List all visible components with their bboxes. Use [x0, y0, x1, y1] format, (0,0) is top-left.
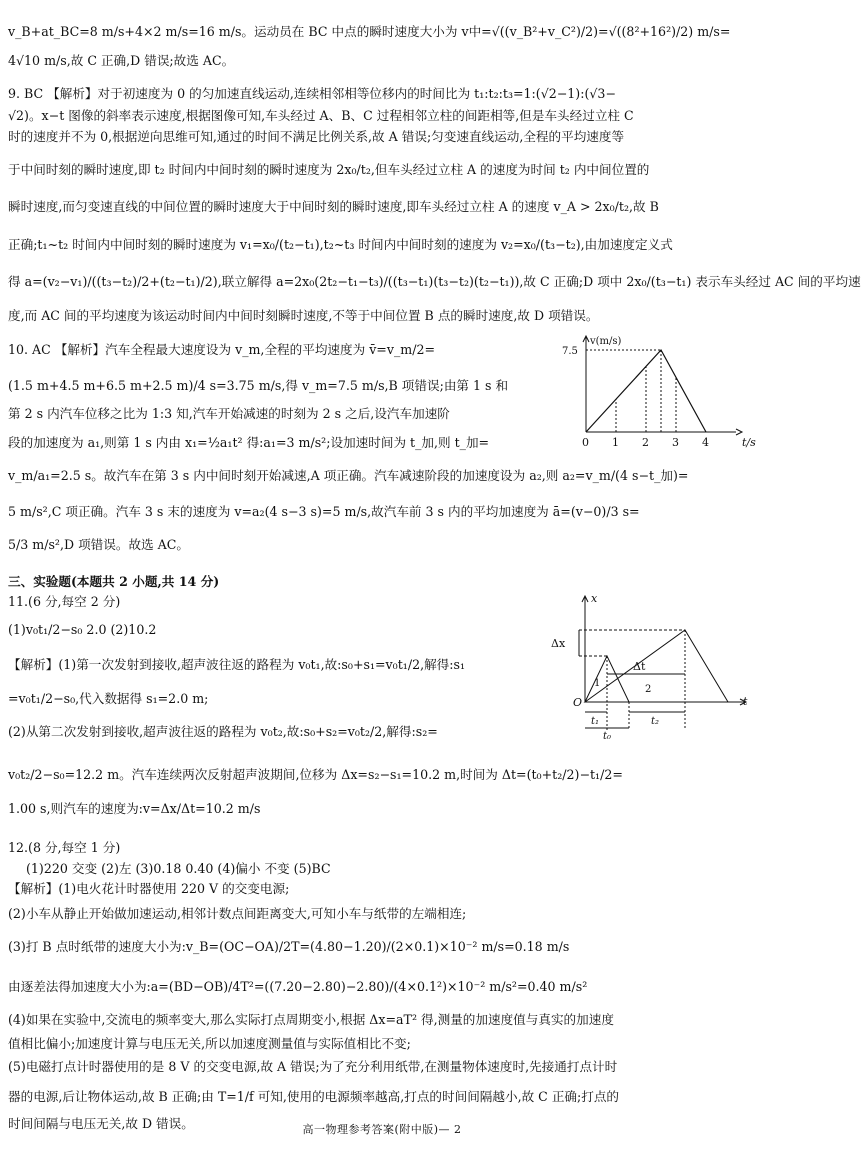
- dx-label: Δx: [551, 637, 566, 650]
- dt-label: Δt: [633, 660, 646, 673]
- y-axis-label: x: [591, 592, 598, 605]
- x-tick-label: 2: [642, 436, 649, 449]
- vt-chart: [560, 330, 760, 452]
- q10-line-2: (1.5 m+4.5 m+6.5 m+2.5 m)/4 s=3.75 m/s,得 v_m=7.5 m/s,B 项错误;由第 1 s 和: [8, 377, 509, 393]
- q11-block-wide: [8, 765, 750, 818]
- q12-line-5: (3)打 B 点时纸带的速度大小为:v_B=(OC−OA)/2T=(4.80−1.20)/(2×0.1)×10⁻² m/s=0.18 m/s: [8, 939, 570, 955]
- pulse-1: [585, 656, 629, 702]
- x-axis-label: t/s: [742, 436, 756, 449]
- q9-line-3: 时的速度并不为 0,根据逆向思维可知,通过的时间不满足比例关系,故 A 错误;匀变速直线运动,全程的平均速度等: [8, 129, 625, 145]
- q10-line-6: 5 m/s²,C 项正确。汽车 3 s 末的速度为 v=a₂(4 s−3 s)=5 m/s,故汽车前 3 s 内的平均加速度为 ā=(v−0)/3 s=: [8, 503, 640, 519]
- x-tick-label: 1: [612, 436, 619, 449]
- t0-label: t₀: [603, 731, 612, 742]
- section3-block: [8, 572, 750, 592]
- pulse-2: [585, 630, 728, 702]
- origin-label: O: [573, 696, 583, 709]
- q11-answer: (1)v₀t₁/2−s₀ 2.0 (2)10.2: [8, 621, 157, 637]
- q10-line-7: 5/3 m/s²,D 项错误。故选 AC。: [8, 537, 189, 553]
- y-tick-label: 7.5: [562, 346, 578, 357]
- q9-line-4: 于中间时刻的瞬时速度,即 t₂ 时间内中间时刻的瞬时速度为 2x₀/t₂,但车头经过立柱 A 的速度为时间 t₂ 内中间位置的: [8, 161, 650, 177]
- q12-line-8: 值相比偏小;加速度计算与电压无关,所以加速度测量值与实际值相比不变;: [8, 1035, 411, 1051]
- x-tick-label: 0: [582, 436, 589, 449]
- q11-line-5: (2)从第二次发射到接收,超声波往返的路程为 v₀t₂,故:s₀+s₂=v₀t₂/2,解得:s₂=: [8, 724, 438, 740]
- q9-line-8: 度,而 AC 间的平均速度为该运动时间内中间时刻瞬时速度,不等于中间位置 B 点的瞬时速度,故 D 项错误。: [8, 307, 599, 323]
- section3-title: 三、实验题(本题共 2 小题,共 14 分): [8, 574, 220, 589]
- q8-block: [8, 22, 750, 70]
- q11-line-4: =v₀t₁/2−s₀,代入数据得 s₁=2.0 m;: [8, 690, 209, 706]
- q10-block: [8, 340, 564, 452]
- q11-line-6: v₀t₂/2−s₀=12.2 m。汽车连续两次反射超声波期间,位移为 Δx=s₂−s₁=10.2 m,时间为 Δt=(t₀+t₂/2)−t₁/2=: [8, 767, 623, 782]
- q12-line-6: 由逐差法得加速度大小为:a=(BD−OB)/4T²=((7.20−2.80)−2.80)/(4×0.1²)×10⁻² m/s²=0.40 m/s²: [8, 978, 588, 994]
- q12-line-10: 器的电源,后让物体运动,故 B 正确;由 T=1/f 可知,使用的电源频率越高,打点的时间间隔越小,故 C 正确;打点的: [8, 1088, 620, 1104]
- x-axis-arrow: [736, 429, 742, 435]
- q8-line-1: v_B+at_BC=8 m/s+4×2 m/s=16 m/s。运动员在 BC 中点的瞬时速度大小为 v中=√((v_B²+v_C²)/2)=√((8²+16²)/2) m/s=: [8, 24, 731, 39]
- q9-line-5: 瞬时速度,而匀变速直线的中间位置的瞬时速度大于中间时刻的瞬时速度,即车头经过立柱 A 的速度 v_A > 2x₀/t₂,故 B: [8, 199, 659, 215]
- q10-line-3: 第 2 s 内汽车位移之比为 1:3 知,汽车开始减速的时刻为 2 s 之后,设汽车加速阶: [8, 406, 450, 422]
- xt-diagram: [545, 590, 755, 740]
- q10-line-4: 段的加速度为 a₁,则第 1 s 内由 x₁=½a₁t² 得:a₁=3 m/s²;设加速时间为 t_加,则 t_加=: [8, 434, 490, 450]
- q12-line-4: (2)小车从静止开始做加速运动,相邻计数点间距离变大,可知小车与纸带的左端相连;: [8, 905, 467, 921]
- x-tick-label: 4: [702, 436, 709, 449]
- q9-line-1: 9. BC 【解析】对于初速度为 0 的匀加速直线运动,连续相邻相等位移内的时间比为 t₁:t₂:t₃=1:(√2−1):(√3−: [8, 86, 616, 101]
- q9-block: [8, 84, 861, 325]
- q10-block-wide: [8, 466, 750, 555]
- q11-line-7: 1.00 s,则汽车的速度为:v=Δx/Δt=10.2 m/s: [8, 800, 261, 816]
- q8-line-2: 4√10 m/s,故 C 正确,D 错误;故选 AC。: [8, 52, 235, 68]
- pulse-2-label: 2: [645, 684, 652, 695]
- t1-label: t₁: [591, 716, 600, 727]
- y-axis-label: v(m/s): [590, 336, 622, 347]
- q9-line-6: 正确;t₁~t₂ 时间内中间时刻的瞬时速度为 v₁=x₀/(t₂−t₁),t₂~t₃ 时间内中间时刻的速度为 v₂=x₀/(t₃−t₂),由加速度定义式: [8, 236, 673, 252]
- q11-line-3: 【解析】(1)第一次发射到接收,超声波往返的路程为 v₀t₁,故:s₀+s₁=v₀t₁/2,解得:s₁: [8, 657, 466, 673]
- q11-line-1: 11.(6 分,每空 2 分): [8, 594, 121, 609]
- q9-line-7: 得 a=(v₂−v₁)/((t₃−t₂)/2+(t₂−t₁)/2),联立解得 a=2x₀(2t₂−t₁−t₃)/((t₃−t₁)(t₃−t₂)(t₂−t₁)),故 C 正确;D 项中 2x₀/(t₃−t₁) 表示车头经过 AC 间的平均速: [8, 274, 861, 290]
- page-footer: 高一物理参考答案(附中版)— 2: [302, 1123, 462, 1136]
- q12-line-7: (4)如果在实验中,交流电的频率变大,那么实际打点周期变小,根据 Δx=aT² 得,测量的加速度值与真实的加速度: [8, 1012, 614, 1028]
- t2-label: t₂: [651, 716, 660, 727]
- q9-line-2: √2)。x−t 图像的斜率表示速度,根据图像可知,车头经过 A、B、C 过程相邻立柱的间距相等,但是车头经过立柱 C: [8, 107, 634, 123]
- q12-line-11: 时间间隔与电压无关,故 D 错误。: [8, 1116, 194, 1132]
- x-axis-label: t: [743, 695, 748, 708]
- q10-line-5: v_m/a₁=2.5 s。故汽车在第 3 s 内中间时刻开始减速,A 项正确。汽车减速阶段的加速度设为 a₂,则 a₂=v_m/(4 s−t_加)=: [8, 468, 689, 483]
- x-tick-label: 3: [672, 436, 679, 449]
- q12-line-1: 12.(8 分,每空 1 分): [8, 840, 121, 855]
- q12-line-9: (5)电磁打点计时器使用的是 8 V 的交变电源,故 A 错误;为了充分利用纸带,在测量物体速度时,先接通打点计时: [8, 1059, 618, 1075]
- q10-line-1: 10. AC 【解析】汽车全程最大速度设为 v_m,全程的平均速度为 v̄=v_m/2=: [8, 342, 436, 357]
- q12-line-3: 【解析】(1)电火花计时器使用 220 V 的交变电源;: [8, 881, 290, 897]
- q11-block: [8, 592, 544, 742]
- q12-answer: (1)220 交变 (2)左 (3)0.18 0.40 (4)偏小 不变 (5)BC: [26, 860, 331, 876]
- q12-block: [8, 838, 750, 1134]
- pulse-1-label: 1: [594, 678, 601, 689]
